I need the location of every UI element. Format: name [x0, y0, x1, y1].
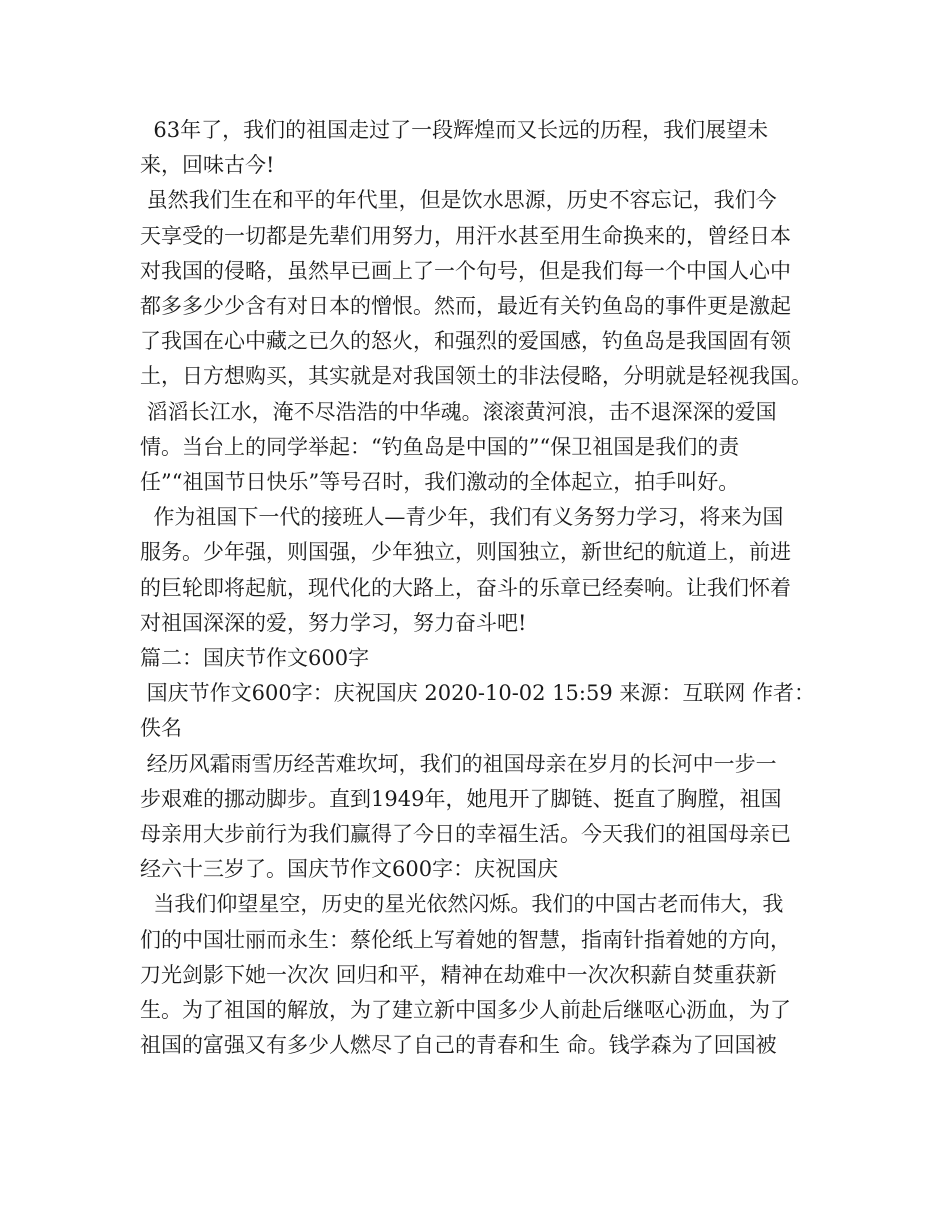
text-line: 都多多少少含有对日本的憎恨。然而，最近有关钓鱼岛的事件更是激起 [140, 294, 791, 318]
text-line: 天享受的一切都是先辈们用努力，用汗水甚至用生命换来的，曾经日本 [140, 223, 791, 248]
text-line: 土，日方想购买，其实就是对我国领土的非法侵略，分明就是轻视我国。 [140, 364, 812, 389]
text-line: 的巨轮即将起航，现代化的大路上，奋斗的乐章已经奏响。让我们怀着 [140, 575, 791, 600]
text-line: 63年了，我们的祖国走过了一段辉煌而又长远的历程，我们展望未 [140, 118, 769, 142]
text-line: 来，回味古今! [140, 153, 275, 178]
text-line: 刀光剑影下她一次次 回归和平，精神在劫难中一次次积薪自焚重获新 [140, 962, 777, 987]
text-line: 对祖国深深的爱，努力学习，努力奋斗吧! [140, 610, 527, 635]
text-line: 任”“祖国节日快乐”等号召时，我们激动的全体起立，拍手叫好。 [140, 470, 740, 494]
text-line: 步艰难的挪动脚步。直到1949年，她甩开了脚链、挺直了胸膛，祖国 [140, 786, 782, 811]
text-line: 情。当台上的同学举起：“钓鱼岛是中国的”“保卫祖国是我们的责 [140, 434, 740, 459]
text-line: 对我国的侵略，虽然早已画上了一个句号，但是我们每一个中国人心中 [140, 258, 791, 283]
text-line: 当我们仰望星空，历史的星光依然闪烁。我们的中国古老而伟大，我 [140, 892, 784, 917]
text-line: 经历风霜雨雪历经苦难坎坷，我们的祖国母亲在岁月的长河中一步一 [140, 751, 777, 776]
text-line: 虽然我们生在和平的年代里，但是饮水思源，历史不容忘记，我们今 [140, 188, 777, 213]
text-line: 滔滔长江水，淹不尽浩浩的中华魂。滚滚黄河浪，击不退深深的爱国 [140, 399, 777, 424]
text-line: 服务。少年强，则国强，少年独立，则国独立，新世纪的航道上，前进 [140, 540, 791, 565]
text-line: 经六十三岁了。国庆节作文600字：庆祝国庆 [140, 857, 559, 882]
text-line: 了我国在心中藏之已久的怒火，和强烈的爱国感，钓鱼岛是我国固有领 [140, 329, 791, 354]
text-line: 生。为了祖国的解放，为了建立新中国多少人前赴后继呕心沥血，为了 [140, 998, 791, 1022]
text-line: 篇二：国庆节作文600字 [140, 646, 370, 670]
text-line: 祖国的富强又有多少人燃尽了自己的青春和生 命。钱学森为了回国被 [140, 1033, 777, 1058]
text-line: 母亲用大步前行为我们赢得了今日的幸福生活。今天我们的祖国母亲已 [140, 822, 791, 846]
text-line: 佚名 [140, 716, 182, 741]
text-line: 作为祖国下一代的接班人—青少年，我们有义务努力学习，将来为国 [140, 505, 784, 530]
text-line: 们的中国壮丽而永生：蔡伦纸上写着她的智慧，指南针指着她的方向， [140, 927, 791, 952]
text-line: 国庆节作文600字：庆祝国庆 2020-10-02 15:59 来源：互联网 作者： [140, 681, 816, 706]
